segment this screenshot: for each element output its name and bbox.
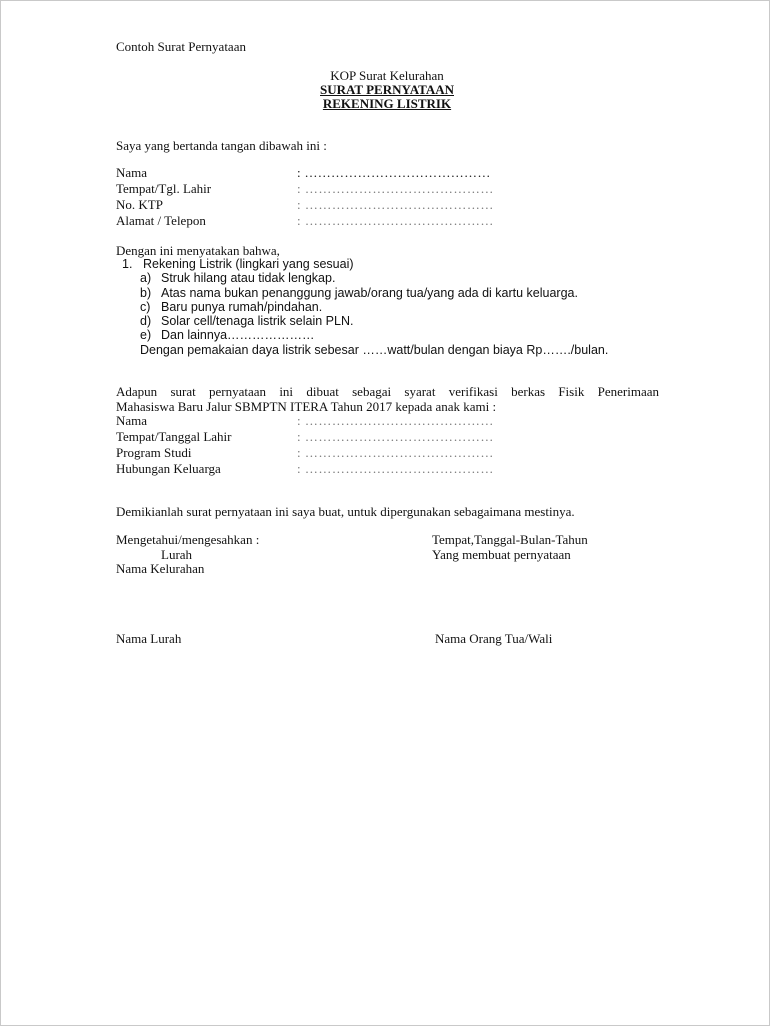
purpose-line1: Adapun surat pernyataan ini dibuat sebagai syarat verifikasi berkas Fisik Penerimaan — [116, 384, 659, 399]
child-label-tempat-tanggal-lahir: Tempat/Tanggal Lahir — [116, 429, 232, 444]
option-text: Baru punya rumah/pindahan. — [161, 300, 323, 314]
item-title: Rekening Listrik (lingkari yang sesuai) — [143, 257, 354, 271]
child-value-tempat-tanggal-lahir: : …………………………………… — [297, 429, 494, 444]
option-letter: c) — [140, 300, 151, 314]
child-value-hubungan-keluarga: : …………………………………… — [297, 461, 494, 476]
purpose-line2: Mahasiswa Baru Jalur SBMPTN ITERA Tahun 2017 kepada anak kami : — [116, 399, 497, 414]
field-label-alamat: Alamat / Telepon — [116, 213, 206, 228]
letterhead: KOP Surat Kelurahan — [330, 68, 444, 83]
option-letter: a) — [140, 271, 152, 285]
field-value-nama: : …………………………………… — [297, 165, 491, 180]
child-label-program-studi: Program Studi — [116, 445, 192, 460]
child-value-nama: : …………………………………… — [297, 413, 494, 428]
signature-left-line3: Nama Kelurahan — [116, 561, 205, 576]
field-label-tempat-tgl-lahir: Tempat/Tgl. Lahir — [116, 181, 212, 196]
option-text: Dan lainnya………………… — [161, 328, 315, 342]
field-value-tempat-tgl-lahir: : …………………………………… — [297, 181, 494, 196]
option-letter: d) — [140, 314, 152, 328]
option-letter: b) — [140, 286, 152, 300]
usage-line: Dengan pemakaian daya listrik sebesar ……watt/bulan dengan biaya Rp……./bulan. — [140, 343, 609, 357]
signature-left-name: Nama Lurah — [116, 631, 182, 646]
child-value-program-studi: : …………………………………… — [297, 445, 494, 460]
field-value-no-ktp: : …………………………………… — [297, 197, 494, 212]
signature-left-line2: Lurah — [161, 547, 193, 562]
signature-right-line2: Yang membuat pernyataan — [432, 547, 571, 562]
option-text: Atas nama bukan penanggung jawab/orang tua/yang ada di kartu keluarga. — [161, 286, 578, 300]
child-label-hubungan-keluarga: Hubungan Keluarga — [116, 461, 221, 476]
signature-left-line1: Mengetahui/mengesahkan : — [116, 532, 260, 547]
closing-statement: Demikianlah surat pernyataan ini saya buat, untuk dipergunakan sebagaimana mestinya. — [116, 504, 575, 519]
item-number: 1. — [122, 257, 133, 271]
signature-right-name: Nama Orang Tua/Wali — [435, 631, 553, 646]
field-value-alamat: : …………………………………… — [297, 213, 494, 228]
child-label-nama: Nama — [116, 413, 148, 428]
document-label: Contoh Surat Pernyataan — [116, 39, 246, 54]
option-text: Struk hilang atau tidak lengkap. — [161, 271, 336, 285]
intro-text: Saya yang bertanda tangan dibawah ini : — [116, 138, 327, 153]
option-letter: e) — [140, 328, 152, 342]
option-text: Solar cell/tenaga listrik selain PLN. — [161, 314, 354, 328]
document-title-line2: REKENING LISTRIK — [322, 96, 452, 111]
field-label-no-ktp: No. KTP — [116, 197, 163, 212]
signature-right-line1: Tempat,Tanggal-Bulan-Tahun — [432, 532, 588, 547]
field-label-nama: Nama — [116, 165, 148, 180]
statement-opening: Dengan ini menyatakan bahwa, — [116, 243, 280, 258]
document-title-line1: SURAT PERNYATAAN — [320, 82, 454, 97]
